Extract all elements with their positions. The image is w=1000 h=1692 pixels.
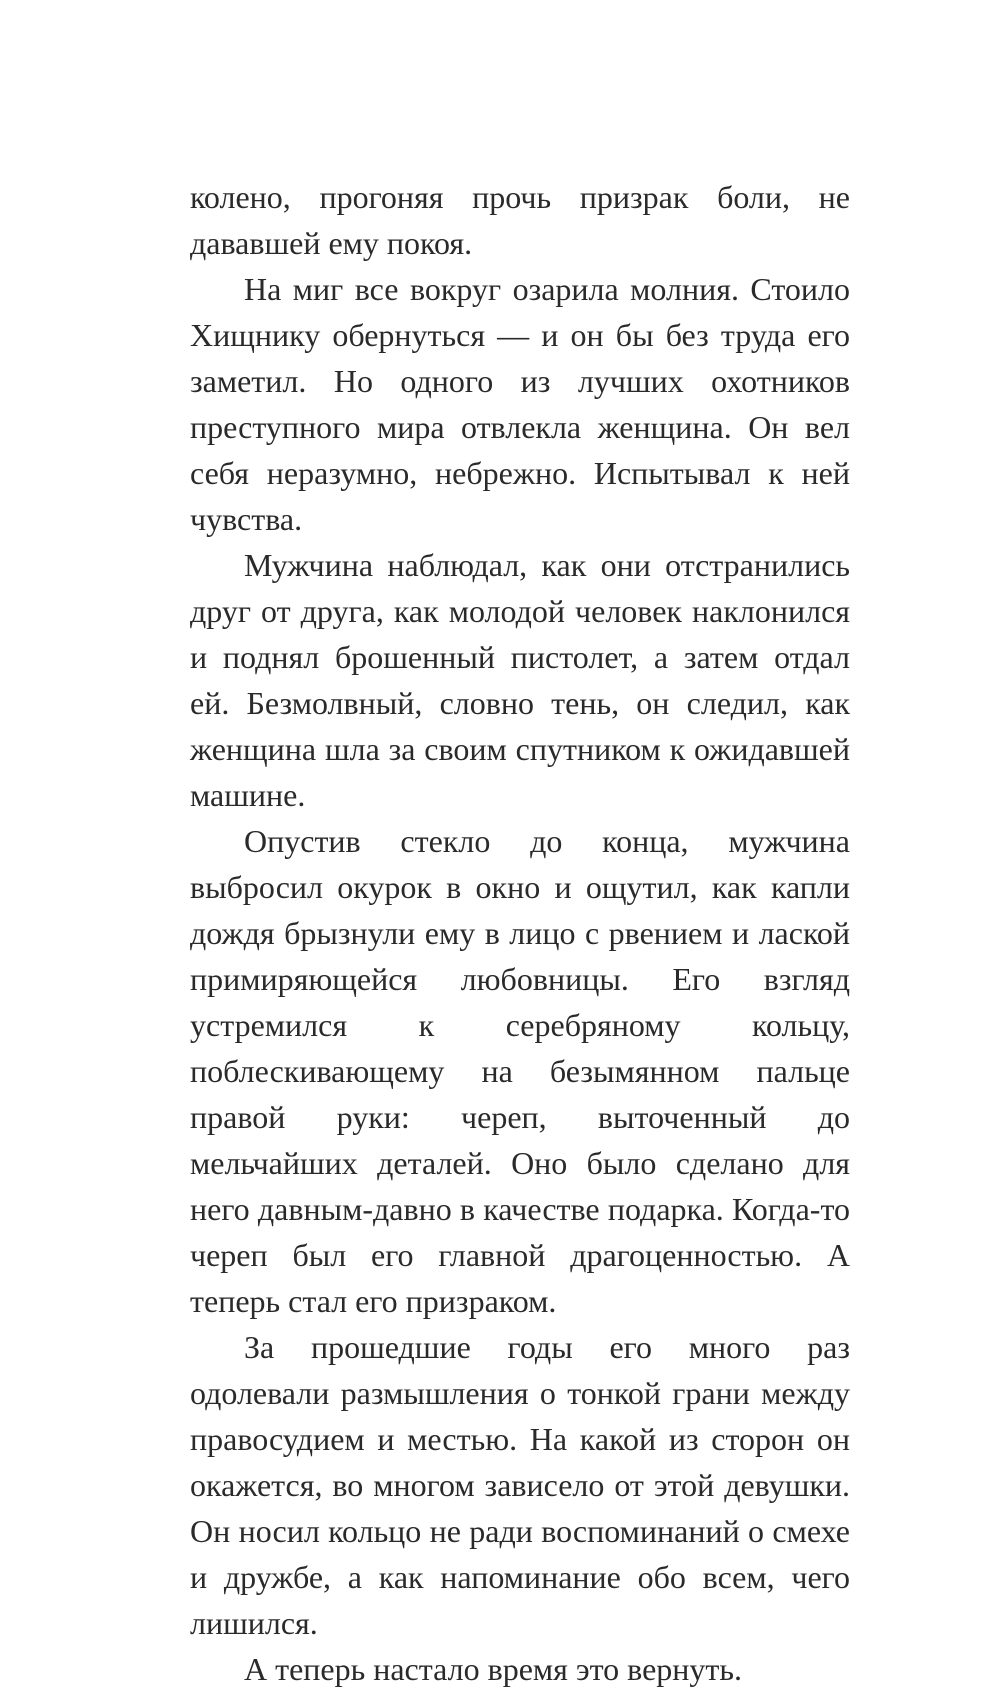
paragraph-final: А теперь настало время это вернуть. <box>244 1651 742 1687</box>
page-body-text <box>190 174 850 1692</box>
paragraph: Опустив стекло до конца, мужчина выбросил окурок в окно и ощутил, как капли дождя брызнули ему в лицо с рвением и лаской примиряющейся любовницы. Его взгляд устремился к серебряному кольцу, поблескивающему на безымянном пальце правой руки: череп, выточенный до мельчайших деталей. Оно было сделано для него давным-давно в качестве подарка. Когда-то череп был его главной драгоценностью. А теперь стал его призраком. <box>190 823 850 1319</box>
paragraph: На миг все вокруг озарила молния. Стоило Хищнику обернуться — и он бы без труда его заметил. Но одного из лучших охотников преступного мира отвлекла женщина. Он вел себя неразумно, небрежно. Испытывал к ней чувства. <box>190 271 850 537</box>
paragraph: Мужчина наблюдал, как они отстранились друг от друга, как молодой человек наклонился и поднял брошенный пистолет, а затем отдал ей. Безмолвный, словно тень, он следил, как женщина шла за своим спутником к ожидавшей машине. <box>190 547 850 813</box>
paragraph-continuation: колено, прогоняя прочь призрак боли, не дававшей ему покоя. <box>190 179 850 261</box>
paragraph: За прошедшие годы его много раз одолевали размышления о тонкой грани между правосудием и местью. На какой из сторон он окажется, во многом зависело от этой девушки. Он носил кольцо не ради воспоминаний о смехе и дружбе, а как напоминание обо всем, чего лишился. <box>190 1329 850 1641</box>
